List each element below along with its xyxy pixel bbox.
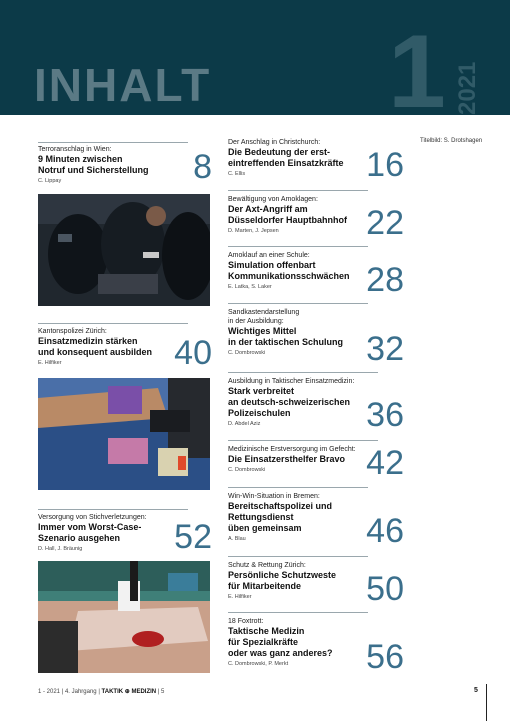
page-number-36: 36 xyxy=(366,396,404,434)
page-number-8: 8 xyxy=(193,148,212,186)
article-title-line: Simulation offenbart xyxy=(228,260,316,270)
footer-separator: | xyxy=(157,689,162,695)
page-number-40: 40 xyxy=(174,334,212,372)
article-title-line: üben gemeinsam xyxy=(228,523,302,533)
article-title-line: Wichtiges Mittel xyxy=(228,326,297,336)
photo-police-medic-training xyxy=(38,194,210,306)
article-amoklauf-schule[interactable] xyxy=(228,246,368,291)
article-author: D. Abdel Aziz xyxy=(228,421,261,427)
article-author: E. Latka, S. Laker xyxy=(228,284,272,290)
article-title-line: Bereitschaftspolizei und xyxy=(228,501,333,511)
divider xyxy=(38,509,188,510)
article-title-line: Szenario ausgehen xyxy=(38,533,121,543)
article-title-line: Kommunikationsschwächen xyxy=(228,271,350,281)
divider xyxy=(228,246,368,247)
article-author: C. Ellis xyxy=(228,171,246,177)
article-kicker: Terroranschlag in Wien: xyxy=(38,146,112,153)
article-title-line: für Spezialkräfte xyxy=(228,637,299,647)
divider xyxy=(228,190,368,191)
article-title-line: Düsseldorfer Hauptbahnhof xyxy=(228,215,348,225)
article-title-line: an deutsch-schweizerischen xyxy=(228,397,351,407)
page-number-50: 50 xyxy=(366,570,404,608)
page-number-52: 52 xyxy=(174,518,212,556)
article-author: C. Lippay xyxy=(38,178,62,184)
issue-number: 1 xyxy=(388,14,446,115)
article-author: C. Dombrowski xyxy=(228,467,266,473)
page-number-56: 56 xyxy=(366,638,404,676)
article-kicker: Win-Win-Situation in Bremen: xyxy=(228,493,320,500)
divider xyxy=(228,440,378,441)
article-title-line: Immer vom Worst-Case- xyxy=(38,522,142,532)
article-title-line: Stark verbreitet xyxy=(228,386,295,396)
divider xyxy=(228,487,368,488)
photo-tourniquet-training xyxy=(38,378,210,490)
article-kicker: Schutz & Rettung Zürich: xyxy=(228,562,306,569)
article-author: A. Blau xyxy=(228,536,246,542)
photo-stab-wound-care xyxy=(38,561,210,673)
header-banner xyxy=(0,0,510,115)
article-author: C. Dombrowski xyxy=(228,350,266,356)
article-axt-angriff[interactable] xyxy=(228,190,368,235)
page-number-16: 16 xyxy=(366,146,404,184)
article-title-line: Rettungsdienst xyxy=(228,512,294,522)
cover-credit: Titelbild: S. Drotshagen xyxy=(420,138,483,144)
article-kicker: Kantonspolizei Zürich: xyxy=(38,328,107,335)
divider xyxy=(228,612,368,613)
page-title: INHALT xyxy=(34,59,212,111)
article-title-line: Polizeischulen xyxy=(228,408,291,418)
footer-separator: | xyxy=(61,689,65,695)
article-18-foxtrott[interactable] xyxy=(228,612,368,668)
article-bremen[interactable] xyxy=(228,487,368,543)
footer-brand: TAKTIK ⊕ MEDIZIN xyxy=(101,689,157,695)
article-title-line: Notruf und Sicherstellung xyxy=(38,165,149,175)
page-number-42: 42 xyxy=(366,444,404,482)
article-author: E. Hilfiker xyxy=(228,594,252,600)
page-number-22: 22 xyxy=(366,204,404,242)
article-title-line: Die Bedeutung der erst- xyxy=(228,147,331,157)
article-title-line: Die Einsatzersthelfer Bravo xyxy=(228,454,346,464)
article-kicker: Versorgung von Stichverletzungen: xyxy=(38,514,147,521)
page-number-32: 32 xyxy=(366,330,404,368)
article-title-line: und konsequent ausbilden xyxy=(38,347,153,357)
divider xyxy=(228,556,368,557)
article-title-line: eintreffenden Einsatzkräfte xyxy=(228,158,344,168)
article-title-line: in der taktischen Schulung xyxy=(228,337,344,347)
article-title-line: für Mitarbeitende xyxy=(228,581,302,591)
article-author: E. Hilfiker xyxy=(38,360,62,366)
article-author: D. Marten, J. Jepsen xyxy=(228,228,279,234)
article-title-line: Taktische Medizin xyxy=(228,626,305,636)
article-kicker: 18 Foxtrott: xyxy=(228,618,264,625)
page-number: 5 xyxy=(474,687,478,694)
divider xyxy=(228,303,368,304)
footer xyxy=(38,688,164,695)
article-title-line: Der Axt-Angriff am xyxy=(228,204,308,214)
page-number-28: 28 xyxy=(366,261,404,299)
article-kicker: Sandkastendarstellung xyxy=(228,309,300,316)
article-kicker: Amoklauf an einer Schule: xyxy=(228,252,310,259)
article-author: C. Dombrowski, P. Merkt xyxy=(228,661,289,667)
footer-volume: 4. Jahrgang xyxy=(64,689,97,695)
divider xyxy=(38,323,188,324)
article-christchurch[interactable] xyxy=(228,138,368,178)
article-sandkasten[interactable] xyxy=(228,303,368,357)
page-number-46: 46 xyxy=(366,512,404,550)
issue-year: 2021 xyxy=(454,61,481,115)
article-title-line: Persönliche Schutzweste xyxy=(228,570,337,580)
footer-page-ref: 5 xyxy=(161,689,165,695)
article-kicker: Der Anschlag in Christchurch: xyxy=(228,139,321,146)
article-kicker: in der Ausbildung: xyxy=(228,318,284,325)
article-author: D. Hall, J. Bräunig xyxy=(38,546,83,552)
footer-separator: | xyxy=(98,689,102,695)
article-title-line: oder was ganz anderes? xyxy=(228,648,333,658)
divider xyxy=(228,372,378,373)
footer-issue: 1 - 2021 xyxy=(38,689,61,695)
article-kicker: Ausbildung in Taktischer Einsatzmedizin: xyxy=(228,378,355,385)
article-kicker: Medizinische Erstversorgung im Gefecht: xyxy=(228,446,356,453)
article-schutzweste[interactable] xyxy=(228,556,368,601)
article-title-line: 9 Minuten zwischen xyxy=(38,154,123,164)
divider xyxy=(38,142,188,143)
article-kicker: Bewältigung von Amoklagen: xyxy=(228,196,318,203)
page-edge-line xyxy=(486,684,487,721)
article-title-line: Einsatzmedizin stärken xyxy=(38,336,138,346)
